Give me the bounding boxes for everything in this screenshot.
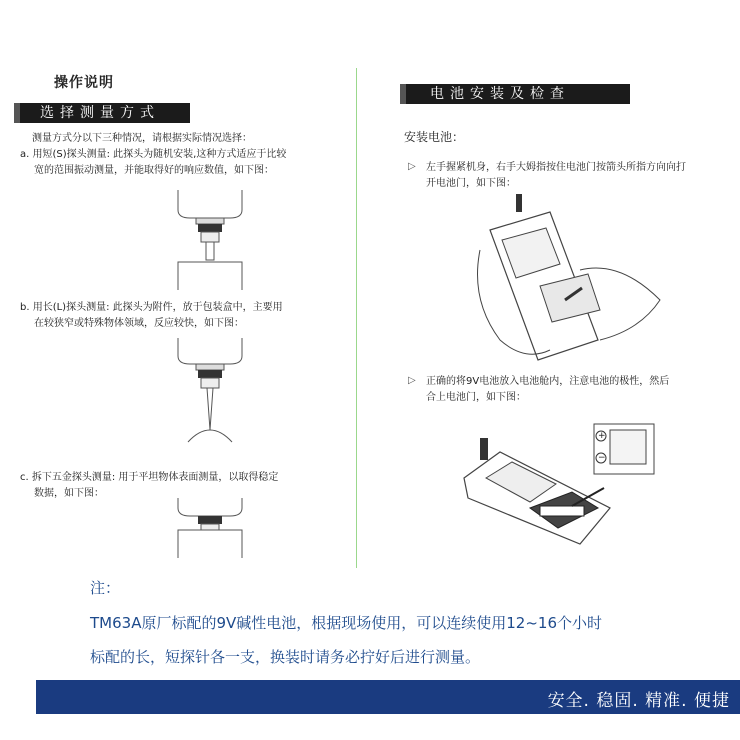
method-b-line1: b. 用长(L)探头测量: 此探头为附件，放于包装盒中，主要用 [20, 302, 283, 313]
battery-header: 电池安装及检查 [400, 84, 630, 104]
bullet-2-icon: ▷ [408, 375, 416, 386]
flat-probe-illustration [160, 498, 260, 558]
footer-slogan: 安全. 稳固. 精准. 便捷 [547, 691, 730, 711]
footer-banner [36, 680, 740, 714]
operation-title: 操作说明 [54, 75, 114, 91]
method-a-line2: 宽的范围振动测量，并能取得好的响应数值，如下图： [34, 165, 274, 176]
method-a-line1: a. 用短(S)探头测量: 此探头为随机安装,这种方式适应于比较 [20, 149, 287, 160]
battery-minus-sign: − [598, 453, 606, 463]
step1-line2: 开电池门，如下图： [426, 178, 516, 189]
method-c-line2: 数据，如下图： [34, 488, 104, 499]
note-line-2: 标配的长，短探针各一支，换装时请务必拧好后进行测量。 [90, 648, 481, 666]
battery-plus-sign: + [598, 431, 606, 441]
long-probe-illustration [160, 338, 260, 448]
install-battery-label: 安装电池： [404, 130, 465, 144]
step2-line2: 合上电池门，如下图： [426, 392, 526, 403]
select-mode-header: 选择测量方式 [14, 103, 190, 123]
note-heading: 注： [90, 579, 121, 597]
column-divider [356, 68, 357, 568]
step1-line1: 左手握紧机身，右手大姆指按住电池门按箭头所指方向向打 [426, 162, 686, 173]
method-b-line2: 在较狭窄或特殊物体领域，反应较快，如下图： [34, 318, 244, 329]
step2-line1: 正确的将9V电池放入电池舱内，注意电池的极性，然后 [426, 376, 670, 387]
note-line-1: TM63A原厂标配的9V碱性电池，根据现场使用，可以连续使用12~16个小时 [90, 614, 603, 632]
open-battery-door-illustration [470, 190, 670, 365]
short-probe-illustration [160, 190, 260, 290]
bullet-1-icon: ▷ [408, 161, 416, 172]
insert-battery-illustration [460, 418, 660, 546]
method-c-line1: c. 拆下五金探头测量: 用于平坦物体表面测量，以取得稳定 [20, 472, 279, 483]
intro-text: 测量方式分以下三种情况，请根据实际情况选择： [32, 133, 252, 144]
